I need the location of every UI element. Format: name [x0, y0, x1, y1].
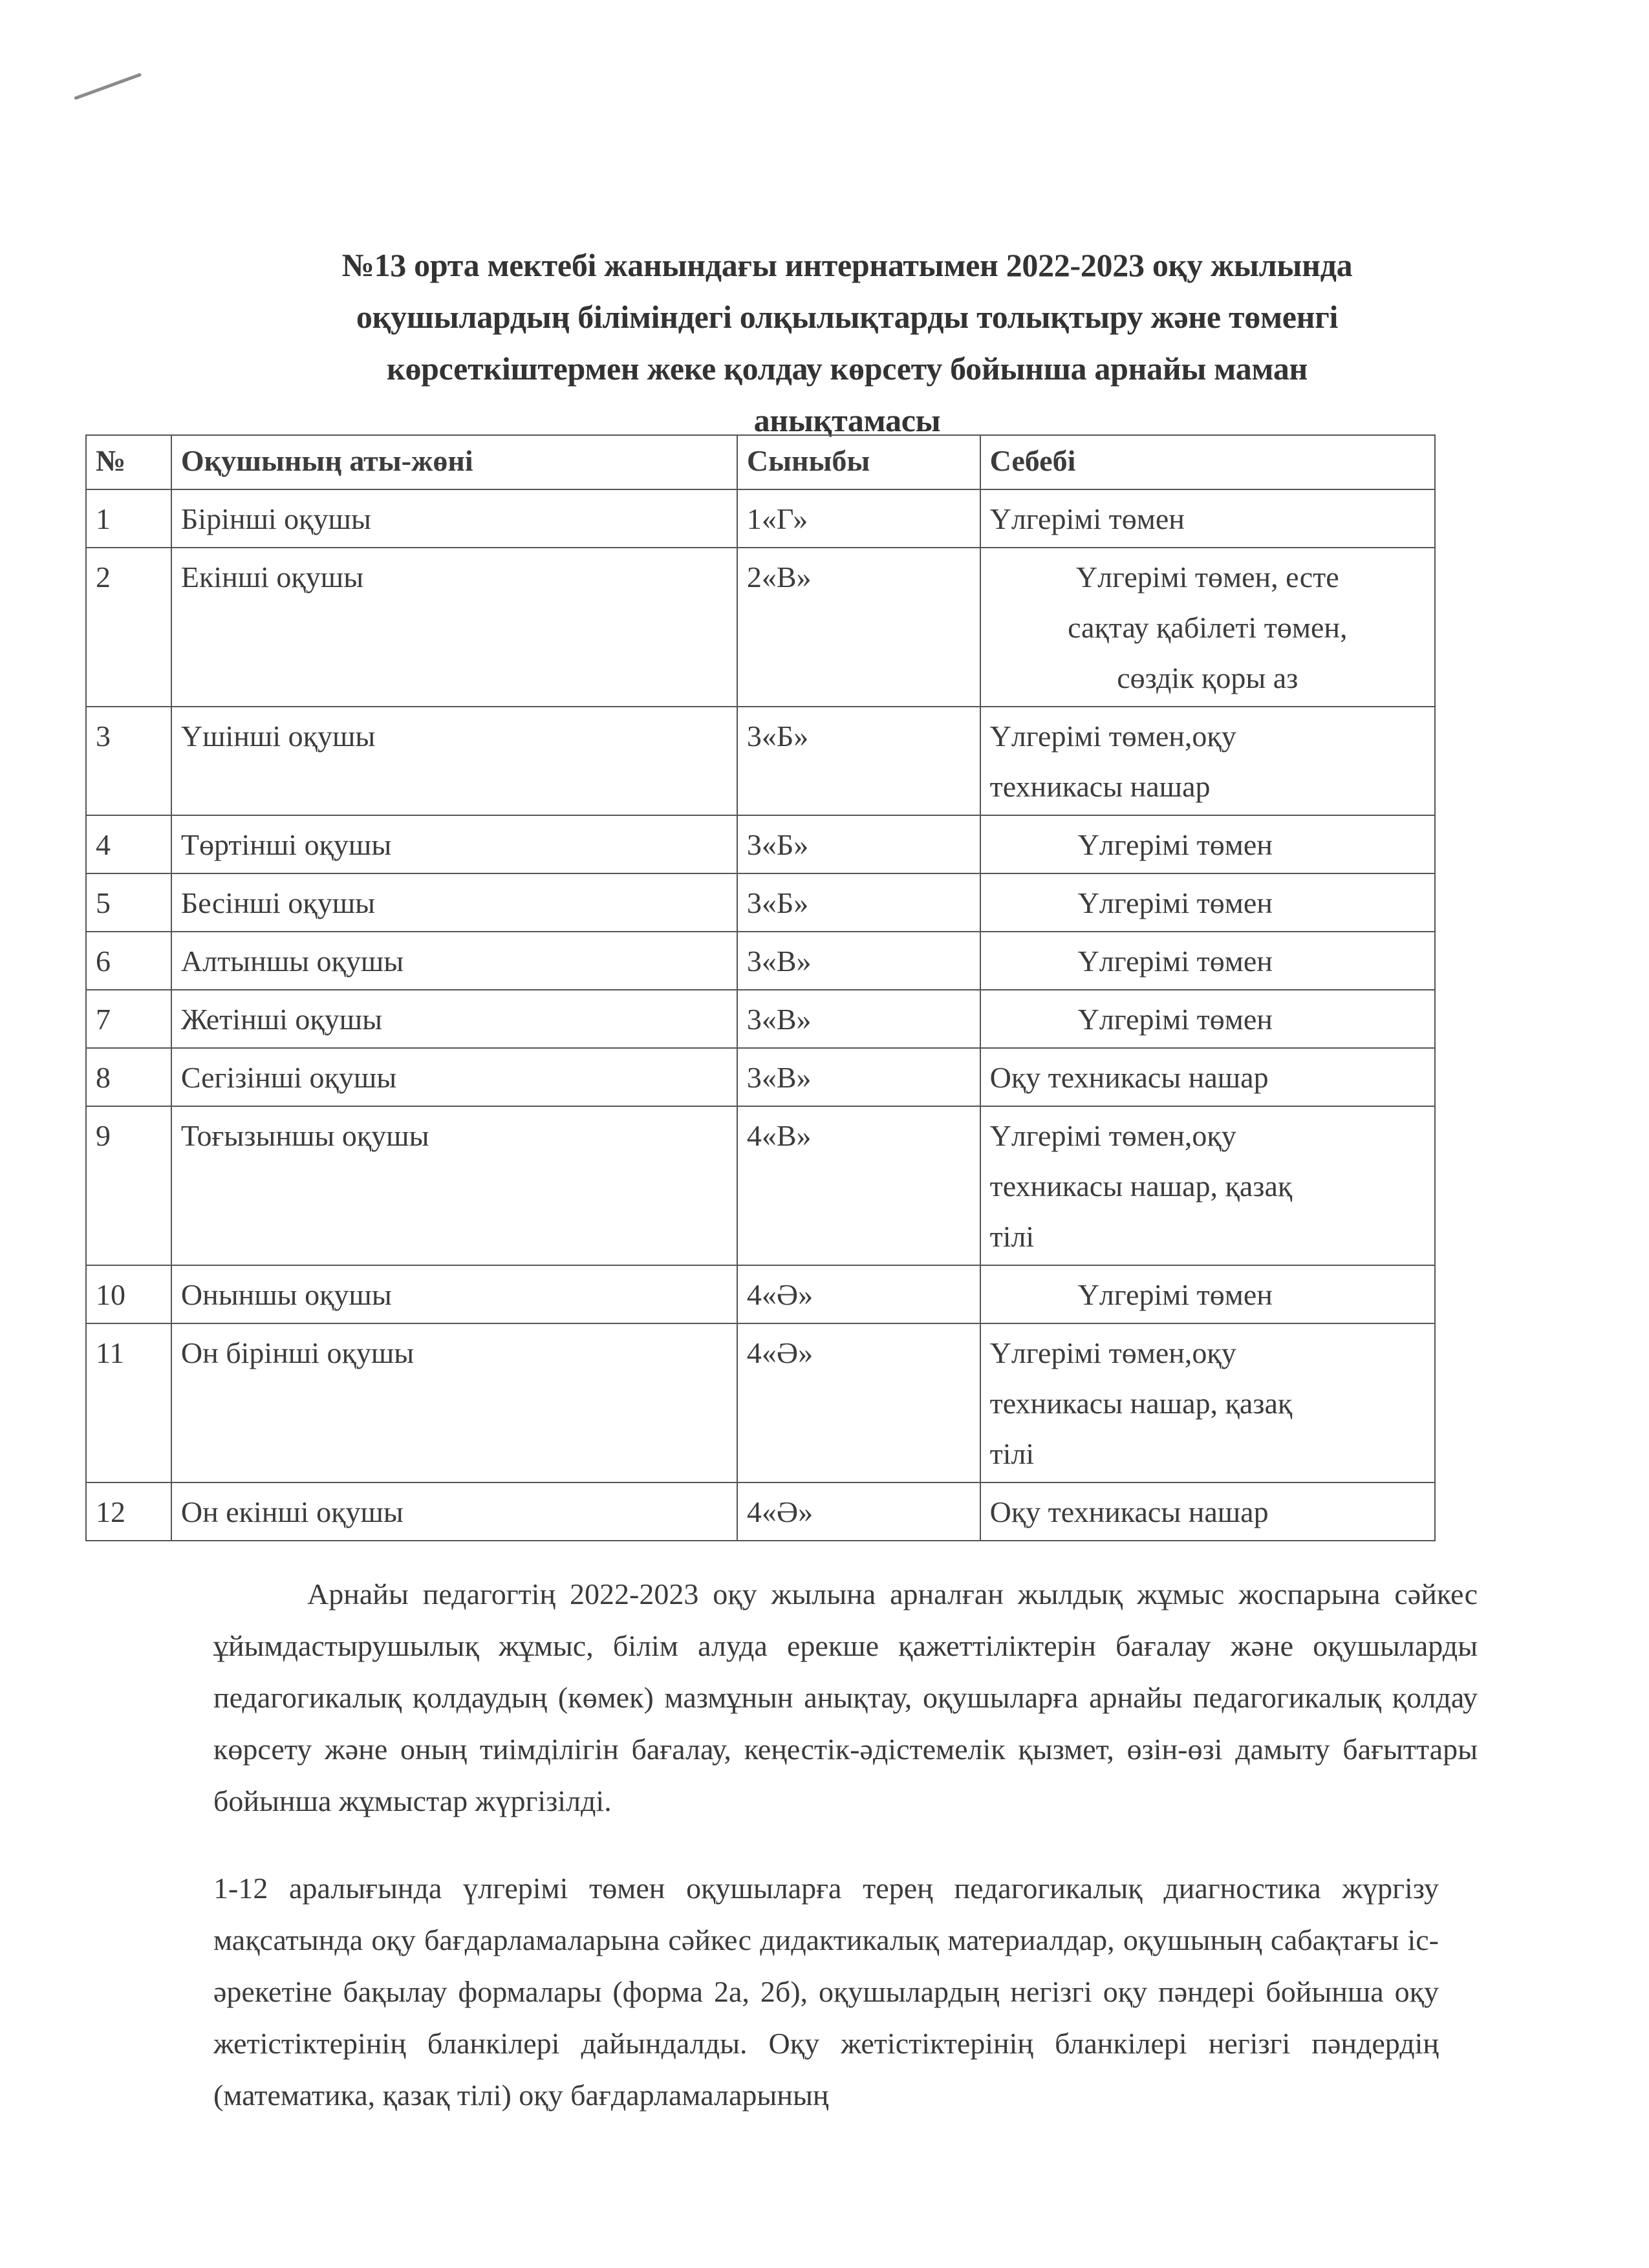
row-number: 5	[86, 873, 171, 932]
student-name: Бірінші оқушы	[171, 489, 737, 548]
reason-cell	[980, 990, 1435, 1048]
student-name: Бесінші оқушы	[171, 873, 737, 932]
reason-line: Үлгерімі төмен	[1077, 828, 1273, 861]
header-student-name: Оқушының аты-жөні	[171, 435, 737, 489]
table-row	[86, 990, 1435, 1048]
reason-line: Үлгерімі төмен	[1077, 945, 1273, 978]
row-number: 10	[86, 1265, 171, 1323]
row-number: 12	[86, 1482, 171, 1541]
header-class: Сыныбы	[737, 435, 980, 489]
student-class: 4«Ә»	[737, 1323, 980, 1482]
reason-line: тілі	[989, 1220, 1035, 1253]
reason-cell	[980, 873, 1435, 932]
title-line: көрсеткіштермен жеке қолдау көрсету бойынша арнайы маман	[386, 350, 1308, 387]
student-name: Төртінші оқушы	[171, 815, 737, 873]
row-number: 3	[86, 707, 171, 815]
reason-line: техникасы нашар, қазақ	[989, 1170, 1293, 1203]
row-number: 11	[86, 1323, 171, 1482]
table-row	[86, 548, 1435, 707]
reason-line: Үлгерімі төмен,оқу	[989, 1119, 1236, 1152]
reason-cell	[980, 707, 1435, 815]
student-name: Сегізінші оқушы	[171, 1048, 737, 1106]
student-name: Он екінші оқушы	[171, 1482, 737, 1541]
student-class: 4«Ә»	[737, 1482, 980, 1541]
header-number: №	[86, 435, 171, 489]
reason-line: Үлгерімі төмен	[1077, 1278, 1273, 1311]
table-row	[86, 707, 1435, 815]
reason-cell	[980, 1106, 1435, 1265]
students-table	[85, 434, 1436, 1541]
table-row	[86, 815, 1435, 873]
reason-line: тілі	[989, 1437, 1035, 1470]
table-header-row	[86, 435, 1435, 489]
reason-cell	[980, 1048, 1435, 1106]
table-row	[86, 1048, 1435, 1106]
table-row	[86, 1106, 1435, 1265]
row-number: 6	[86, 932, 171, 990]
reason-line: Үлгерімі төмен	[1077, 1003, 1273, 1036]
student-name: Алтыншы оқушы	[171, 932, 737, 990]
student-class: 3«Б»	[737, 707, 980, 815]
student-class: 3«Б»	[737, 873, 980, 932]
student-class: 3«В»	[737, 990, 980, 1048]
table-row	[86, 932, 1435, 990]
reason-cell	[980, 932, 1435, 990]
reason-cell	[980, 815, 1435, 873]
student-class: 4«В»	[737, 1106, 980, 1265]
student-name: Тоғызыншы оқушы	[171, 1106, 737, 1265]
paragraph-diagnostics: 1-12 аралығында үлгерімі төмен оқушыларға терең педагогикалық диагностика жүргізу мақсатында оқу бағдарламаларына сәйкес дидактикалық материалдар, оқушының сабақтағы іс-әрекетіне бақылау формалары (форма 2а, 2б), оқушылардың негізгі оқу пәндері бойынша оқу жетістіктерінің бланкілері дайындалды. Оқу жетістіктерінің бланкілері негізгі пәндердің (математика, қазақ тілі) оқу бағдарламаларының	[213, 1872, 1439, 2112]
reason-line: сақтау қабілеті төмен,	[1068, 611, 1348, 644]
student-class: 3«В»	[737, 932, 980, 990]
student-name: Үшінші оқушы	[171, 707, 737, 815]
table-row	[86, 1265, 1435, 1323]
table-row	[86, 873, 1435, 932]
title-line: оқушылардың біліміндегі олқылықтарды толықтыру және төменгі	[356, 299, 1339, 335]
reason-line: техникасы нашар	[989, 770, 1211, 803]
row-number: 8	[86, 1048, 171, 1106]
student-name: Оныншы оқушы	[171, 1265, 737, 1323]
title-line: №13 орта мектебі жанындағы интернатымен 2022-2023 оқу жылында	[341, 247, 1353, 283]
reason-cell	[980, 1323, 1435, 1482]
paragraph-work-summary: Арнайы педагогтің 2022-2023 оқу жылына арналған жылдық жұмыс жоспарына сәйкес ұйымдастырушылық жұмыс, білім алуда ерекше қажеттіліктерін бағалау және оқушыларды педагогикалық қолдаудың (көмек) мазмұнын анықтау, оқушыларға арнайы педагогикалық қолдау көрсету және оның тиімділігін бағалау, кеңестік-әдістемелік қызмет, өзін-өзі дамыту бағыттары бойынша жұмыстар жүргізілді.	[213, 1578, 1478, 1817]
student-class: 4«Ә»	[737, 1265, 980, 1323]
reason-line: Үлгерімі төмен	[1077, 886, 1273, 919]
student-class: 2«В»	[737, 548, 980, 707]
row-number: 1	[86, 489, 171, 548]
student-class: 3«В»	[737, 1048, 980, 1106]
table-row	[86, 489, 1435, 548]
pen-stroke-mark	[74, 73, 142, 100]
student-class: 3«Б»	[737, 815, 980, 873]
header-reason: Себебі	[980, 435, 1435, 489]
title-line: анықтамасы	[753, 402, 941, 438]
reason-line: Үлгерімі төмен, есте	[1075, 561, 1339, 594]
row-number: 7	[86, 990, 171, 1048]
reason-line: Үлгерімі төмен,оқу	[989, 720, 1236, 753]
reason-line: Оқу техникасы нашар	[989, 1061, 1269, 1094]
row-number: 4	[86, 815, 171, 873]
reason-line: сөздік қоры аз	[1117, 661, 1299, 694]
reason-line: Үлгерімі төмен	[989, 502, 1185, 535]
reason-cell	[980, 548, 1435, 707]
reason-cell	[980, 489, 1435, 548]
student-class: 1«Г»	[737, 489, 980, 548]
student-name: Он бірінші оқушы	[171, 1323, 737, 1482]
reason-cell	[980, 1265, 1435, 1323]
row-number: 2	[86, 548, 171, 707]
reason-cell	[980, 1482, 1435, 1541]
student-name: Екінші оқушы	[171, 548, 737, 707]
row-number: 9	[86, 1106, 171, 1265]
student-name: Жетінші оқушы	[171, 990, 737, 1048]
reason-line: Үлгерімі төмен,оқу	[989, 1336, 1236, 1369]
reason-line: Оқу техникасы нашар	[989, 1495, 1269, 1528]
reason-line: техникасы нашар, қазақ	[989, 1387, 1293, 1420]
table-row	[86, 1323, 1435, 1482]
table-row	[86, 1482, 1435, 1541]
document-title	[213, 239, 1481, 446]
